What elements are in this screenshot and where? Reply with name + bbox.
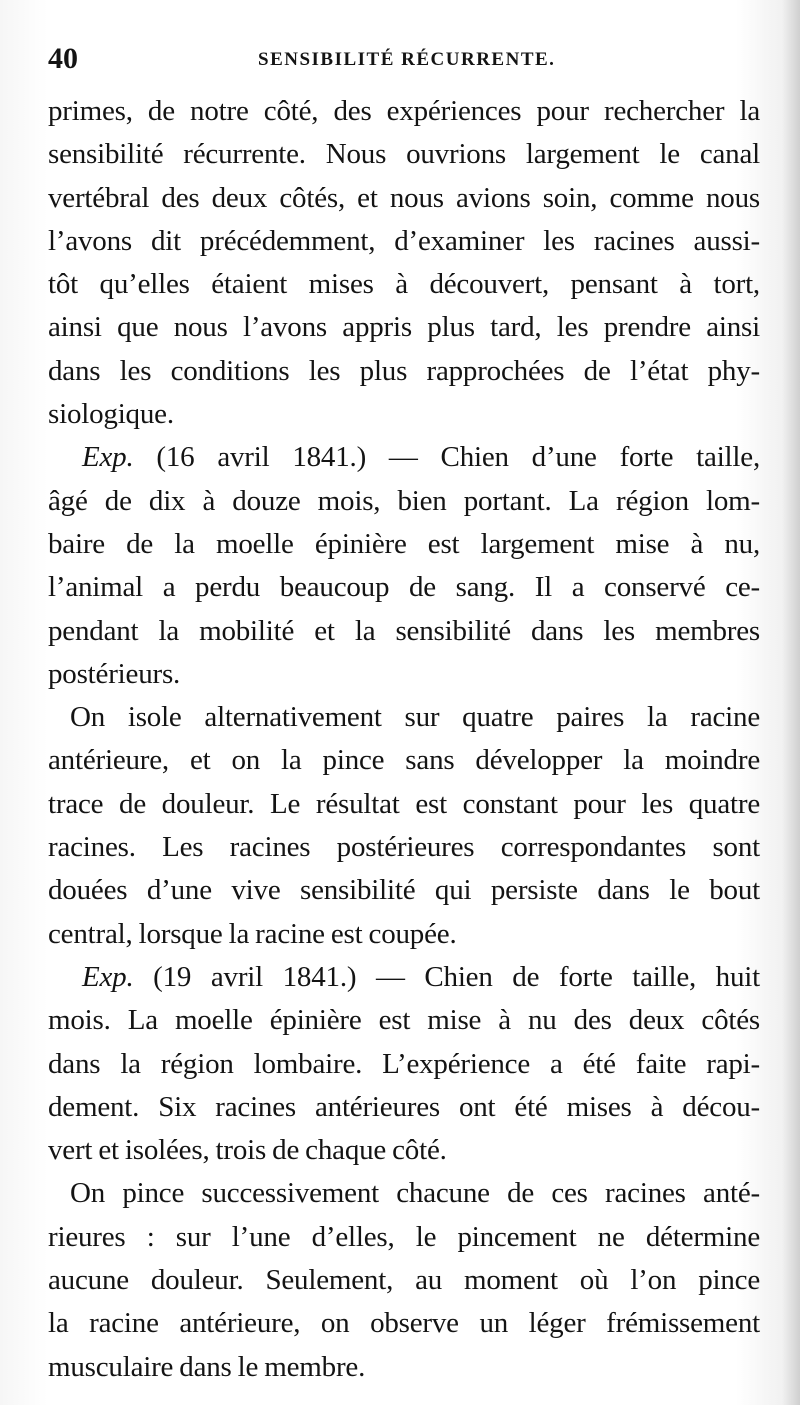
text-line — [48, 436, 760, 479]
text-line — [48, 220, 760, 263]
page-header — [48, 38, 760, 80]
line-text: pendant la mobilité et la sensibilité dans les membres — [48, 614, 760, 647]
text-line — [48, 739, 760, 782]
text-line — [48, 653, 760, 696]
text-line — [48, 1086, 760, 1129]
line-text: dement. Six racines antérieures ont été mises à décou- — [48, 1090, 760, 1123]
experiment-label: Exp. — [82, 441, 134, 474]
text-line — [48, 1172, 760, 1215]
line-text: postérieurs. — [48, 657, 181, 690]
text-line — [48, 783, 760, 826]
text-line — [48, 610, 760, 653]
line-text: primes, de notre côté, des expériences pour rechercher la — [48, 95, 760, 127]
line-text: sensibilité récurrente. Nous ouvrions largement le canal — [48, 138, 760, 171]
line-text: tôt qu’elles étaient mises à découvert, pensant à tort, — [48, 268, 760, 301]
body-text — [48, 90, 760, 1389]
text-line — [48, 306, 760, 349]
text-line — [48, 1259, 760, 1302]
text-line — [48, 350, 760, 393]
text-line — [48, 480, 760, 523]
line-text: On pince successivement chacune de ces racines anté- — [70, 1177, 760, 1210]
text-line — [48, 1302, 760, 1345]
line-text: (19 avril 1841.) — Chien de forte taille, huit — [133, 960, 760, 993]
line-text: vert et isolées, trois de chaque côté. — [48, 1134, 447, 1167]
line-text: dans les conditions les plus rapprochées de l’état phy- — [48, 354, 760, 387]
text-line — [48, 913, 760, 956]
line-text: siologique. — [48, 398, 174, 431]
line-text: racines. Les racines postérieures correspondantes sont — [48, 831, 760, 864]
text-line — [48, 1346, 760, 1389]
text-line — [48, 133, 760, 176]
line-text: l’avons dit précédemment, d’examiner les racines aussi- — [48, 224, 760, 257]
text-line — [48, 826, 760, 869]
line-text: l’animal a perdu beaucoup de sang. Il a conservé ce- — [48, 571, 760, 604]
running-title: SENSIBILITÉ RÉCURRENTE. — [258, 49, 556, 70]
text-line — [48, 999, 760, 1042]
line-text: mois. La moelle épinière est mise à nu des deux côtés — [48, 1004, 760, 1037]
line-text: douées d’une vive sensibilité qui persiste dans le bout — [48, 874, 760, 907]
line-text: antérieure, et on la pince sans développer la moindre — [48, 744, 760, 777]
text-line — [48, 177, 760, 220]
text-line — [48, 696, 760, 739]
text-line — [48, 263, 760, 306]
line-text: central, lorsque la racine est coupée. — [48, 917, 457, 950]
line-text: (16 avril 1841.) — Chien d’une forte taille, — [133, 441, 760, 474]
text-line — [48, 566, 760, 609]
experiment-label: Exp. — [82, 960, 134, 993]
line-text: aucune douleur. Seulement, au moment où l’on pince — [48, 1264, 760, 1297]
page-number: 40 — [48, 42, 78, 75]
line-text: dans la région lombaire. L’expérience a été faite rapi- — [48, 1047, 760, 1080]
text-line — [48, 90, 760, 133]
text-line — [48, 1043, 760, 1086]
line-text: vertébral des deux côtés, et nous avions soin, comme nous — [48, 181, 760, 214]
text-line — [48, 869, 760, 912]
text-line — [48, 1129, 760, 1172]
line-text: la racine antérieure, on observe un léger frémissement — [48, 1307, 760, 1340]
text-line — [48, 956, 760, 999]
text-line — [48, 1216, 760, 1259]
line-text: trace de douleur. Le résultat est constant pour les quatre — [48, 787, 760, 820]
line-text: rieures : sur l’une d’elles, le pincement ne détermine — [48, 1220, 760, 1253]
line-text: baire de la moelle épinière est largement mise à nu, — [48, 527, 760, 560]
line-text: âgé de dix à douze mois, bien portant. La région lom- — [48, 484, 760, 517]
text-line — [48, 523, 760, 566]
page-edge-shadow — [782, 0, 800, 1405]
line-text: On isole alternativement sur quatre paires la racine — [70, 701, 760, 734]
line-text: ainsi que nous l’avons appris plus tard, les prendre ainsi — [48, 311, 760, 344]
text-line — [48, 393, 760, 436]
line-text: musculaire dans le membre. — [48, 1350, 366, 1383]
